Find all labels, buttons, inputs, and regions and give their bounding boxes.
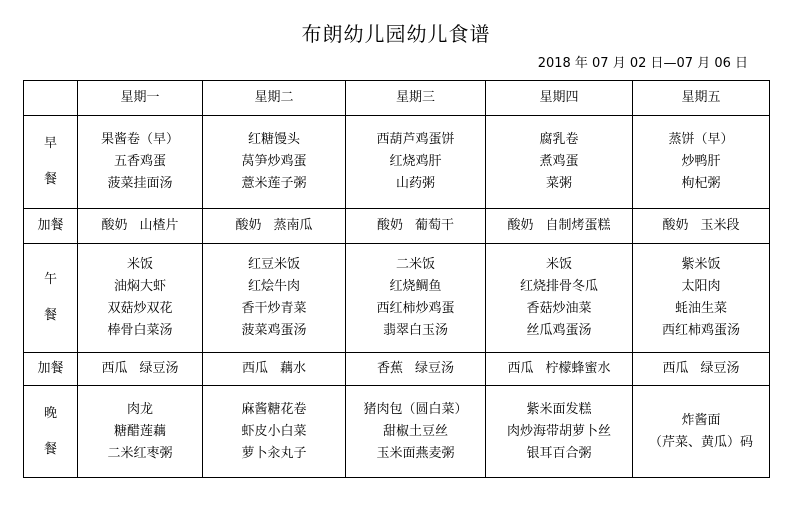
day-header: 星期五	[633, 81, 770, 116]
dish: 红糖馒头	[247, 132, 300, 147]
dish: 薏米莲子粥	[241, 176, 307, 191]
dish: 酸奶	[507, 218, 534, 233]
dish: 菠菜挂面汤	[107, 176, 173, 191]
snack1-cell	[346, 209, 486, 244]
dinner-cell	[346, 386, 486, 478]
breakfast-cell	[486, 116, 633, 209]
dish: 西瓜	[241, 361, 268, 376]
dish: 五香鸡蛋	[113, 154, 166, 169]
snack2-cell	[486, 353, 633, 386]
dish: 西红柿炒鸡蛋	[376, 301, 455, 316]
dish: 太阳肉	[681, 279, 721, 294]
dish: 香菇炒油菜	[526, 301, 592, 316]
dish: 红烧鲷鱼	[389, 279, 442, 294]
lunch-cell	[486, 244, 633, 353]
meal-label-dinner: 晚 餐	[24, 386, 78, 478]
dish: 西红柿鸡蛋汤	[661, 323, 740, 338]
dish: 酸奶	[101, 218, 128, 233]
breakfast-row	[24, 116, 770, 209]
snack2-row	[24, 353, 770, 386]
dish: 二米饭	[395, 257, 435, 272]
dish: 红烧鸡肝	[389, 154, 442, 169]
dish: 肉龙	[126, 401, 153, 417]
snack2-cell	[78, 353, 203, 386]
dinner-cell	[203, 386, 346, 478]
dish: 紫米面发糕	[526, 401, 592, 417]
snack2-cell	[633, 353, 770, 386]
dish: 山药粥	[395, 176, 435, 191]
dish: 西瓜	[662, 361, 689, 376]
breakfast-cell	[346, 116, 486, 209]
meal-label-snack2: 加餐	[24, 353, 78, 386]
dinner-cell	[78, 386, 203, 478]
dish: 酸奶	[662, 218, 689, 233]
lunch-cell	[346, 244, 486, 353]
lunch-cell	[633, 244, 770, 353]
dish: 酸奶	[235, 218, 262, 233]
dish: 藕水	[280, 361, 307, 376]
dish: 山楂片	[139, 218, 179, 233]
snack1-cell	[486, 209, 633, 244]
dish: 绿豆汤	[415, 361, 455, 376]
snack2-cell	[346, 353, 486, 386]
snack1-cell	[633, 209, 770, 244]
dinner-cell	[633, 386, 770, 478]
page-title: 布朗幼儿园幼儿食谱	[301, 22, 491, 46]
breakfast-cell	[633, 116, 770, 209]
header-row	[24, 81, 770, 116]
dish: 果酱卷（早）	[100, 132, 179, 147]
dish: 蒸饼（早）	[668, 132, 734, 147]
dish: 翡翠白玉汤	[382, 323, 448, 338]
lunch-cell	[203, 244, 346, 353]
menu-table	[23, 80, 770, 478]
breakfast-cell	[203, 116, 346, 209]
snack1-cell	[78, 209, 203, 244]
dish: 柠檬蜂蜜水	[545, 361, 611, 376]
dish: 米饭	[545, 257, 572, 272]
day-header: 星期四	[486, 81, 633, 116]
day-header: 星期三	[346, 81, 486, 116]
dish: 猪肉包（圆白菜）	[363, 401, 468, 417]
snack1-cell	[203, 209, 346, 244]
dish: 虾皮小白菜	[241, 423, 307, 439]
dinner-row	[24, 386, 770, 478]
lunch-cell	[78, 244, 203, 353]
dish: 二米红枣粥	[107, 445, 173, 461]
meal-label-snack1: 加餐	[24, 209, 78, 244]
dish: 菠菜鸡蛋汤	[241, 323, 307, 338]
dish: 酸奶	[376, 218, 403, 233]
dish: 枸杞粥	[681, 176, 721, 191]
dish: 绿豆汤	[700, 361, 740, 376]
dish: 紫米饭	[681, 257, 721, 272]
dish: 玉米段	[700, 218, 740, 233]
dish: 蚝油生菜	[674, 301, 727, 316]
meal-label-lunch: 午 餐	[24, 244, 78, 353]
dish: 煮鸡蛋	[539, 154, 579, 169]
dish: 麻酱糖花卷	[241, 401, 307, 417]
dish: 萝卜汆丸子	[241, 445, 307, 461]
dish: 丝瓜鸡蛋汤	[526, 323, 592, 338]
dish: 西瓜	[507, 361, 534, 376]
dish: 西葫芦鸡蛋饼	[376, 132, 455, 147]
day-header: 星期二	[203, 81, 346, 116]
snack2-cell	[203, 353, 346, 386]
dish: 银耳百合粥	[526, 445, 592, 461]
dish: 双菇炒双花	[107, 301, 173, 316]
dish: 腐乳卷	[539, 132, 579, 147]
dish: 红豆米饭	[247, 257, 300, 272]
dish: 肉炒海带胡萝卜丝	[506, 423, 611, 439]
dish: 葡萄干	[415, 218, 455, 233]
dish: 炸酱面	[681, 412, 721, 428]
dish: 玉米面燕麦粥	[376, 445, 455, 461]
dish: 菜粥	[545, 176, 572, 191]
dish: 油焖大虾	[113, 279, 166, 294]
breakfast-cell	[78, 116, 203, 209]
meal-label-breakfast: 早 餐	[24, 116, 78, 209]
dinner-cell	[486, 386, 633, 478]
day-header: 星期一	[78, 81, 203, 116]
dish: 蒸南瓜	[273, 218, 313, 233]
dish: 棒骨白菜汤	[107, 323, 173, 338]
dish: 甜椒土豆丝	[382, 423, 448, 439]
dish: 莴笋炒鸡蛋	[241, 154, 307, 169]
dish: 香蕉	[376, 361, 403, 376]
dish: 红烩牛肉	[247, 279, 300, 294]
dish: 米饭	[126, 257, 153, 272]
dish: 红烧排骨冬瓜	[519, 279, 598, 294]
date-range: 2018 年 07 月 02 日—07 月 06 日	[537, 56, 748, 71]
dish: 西瓜	[101, 361, 128, 376]
dish: 香干炒青菜	[241, 301, 307, 316]
snack1-row	[24, 209, 770, 244]
dish: （芹菜、黄瓜）码	[648, 434, 753, 450]
dish: 糖醋莲藕	[113, 423, 166, 439]
lunch-row	[24, 244, 770, 353]
dish: 炒鸭肝	[681, 154, 721, 169]
dish: 绿豆汤	[139, 361, 179, 376]
corner-cell	[24, 81, 78, 116]
dish: 自制烤蛋糕	[545, 218, 611, 233]
